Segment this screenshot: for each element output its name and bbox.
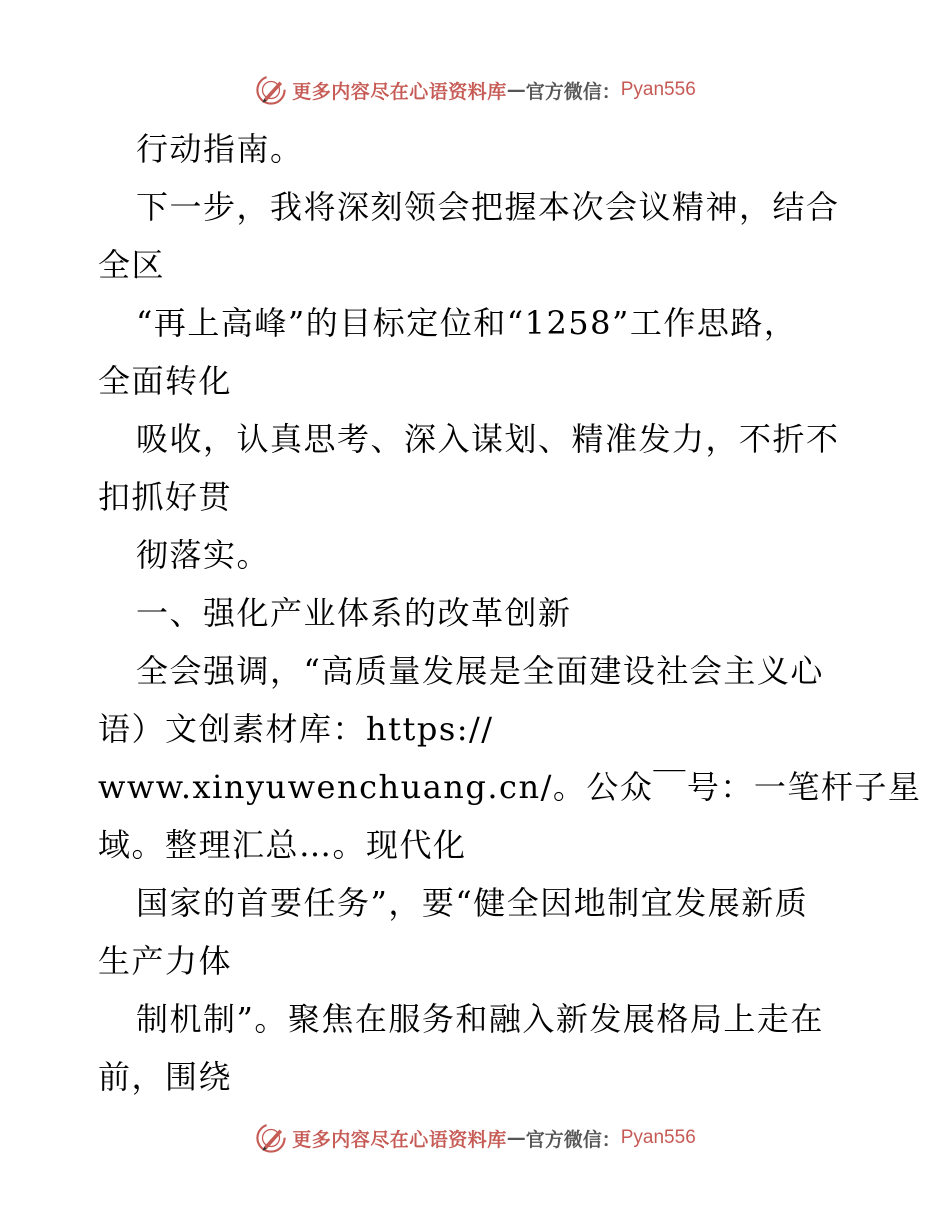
footer-wechat-id: Pyan556 <box>620 1127 696 1148</box>
section-heading: 一、强化产业体系的改革创新 <box>136 594 572 632</box>
text-line: www.xinyuwenchuang.cn/。公众￣号：一笔杆子星 <box>98 768 922 806</box>
text-line: 生产力体 <box>98 942 233 980</box>
text-line: 下一步，我将深刻领会把握本次会议精神，结合 <box>136 188 840 226</box>
text-line: 域。整理汇总…。现代化 <box>98 826 467 864</box>
text-line: 彻落实。 <box>136 536 271 574</box>
text-line: 全面转化 <box>98 362 233 400</box>
footer-brand: 更多内容尽在心语资料库 <box>292 1128 507 1151</box>
text-line: 语）文创素材库：https:// <box>98 710 494 748</box>
text-line: 全区 <box>98 246 166 284</box>
header-brand: 更多内容尽在心语资料库 <box>292 80 507 103</box>
text-line: 扣抓好贯 <box>98 478 233 516</box>
header-wechat-id: Pyan556 <box>620 79 696 100</box>
header-banner <box>0 70 950 110</box>
footer-wechat-label: 官方微信： <box>525 1128 621 1151</box>
pen-logo-icon <box>254 1121 288 1155</box>
text-line: 行动指南。 <box>136 130 304 168</box>
footer-separator: — <box>506 1127 526 1149</box>
text-line: “再上高峰”的目标定位和“1258”工作思路， <box>136 304 798 342</box>
header-wechat-label: 官方微信： <box>525 80 621 103</box>
text-line: 制机制”。聚焦在服务和融入新发展格局上走在 <box>136 1000 824 1038</box>
document-body <box>98 120 922 1106</box>
text-line: 国家的首要任务”，要“健全因地制宜发展新质 <box>136 884 809 922</box>
pen-logo-icon <box>254 73 288 107</box>
footer-banner <box>0 1118 950 1158</box>
text-line: 前，围绕 <box>98 1058 233 1096</box>
header-separator: — <box>506 79 526 101</box>
text-line: 全会强调，“高质量发展是全面建设社会主义心 <box>136 652 824 690</box>
text-line: 吸收，认真思考、深入谋划、精准发力，不折不 <box>136 420 840 458</box>
